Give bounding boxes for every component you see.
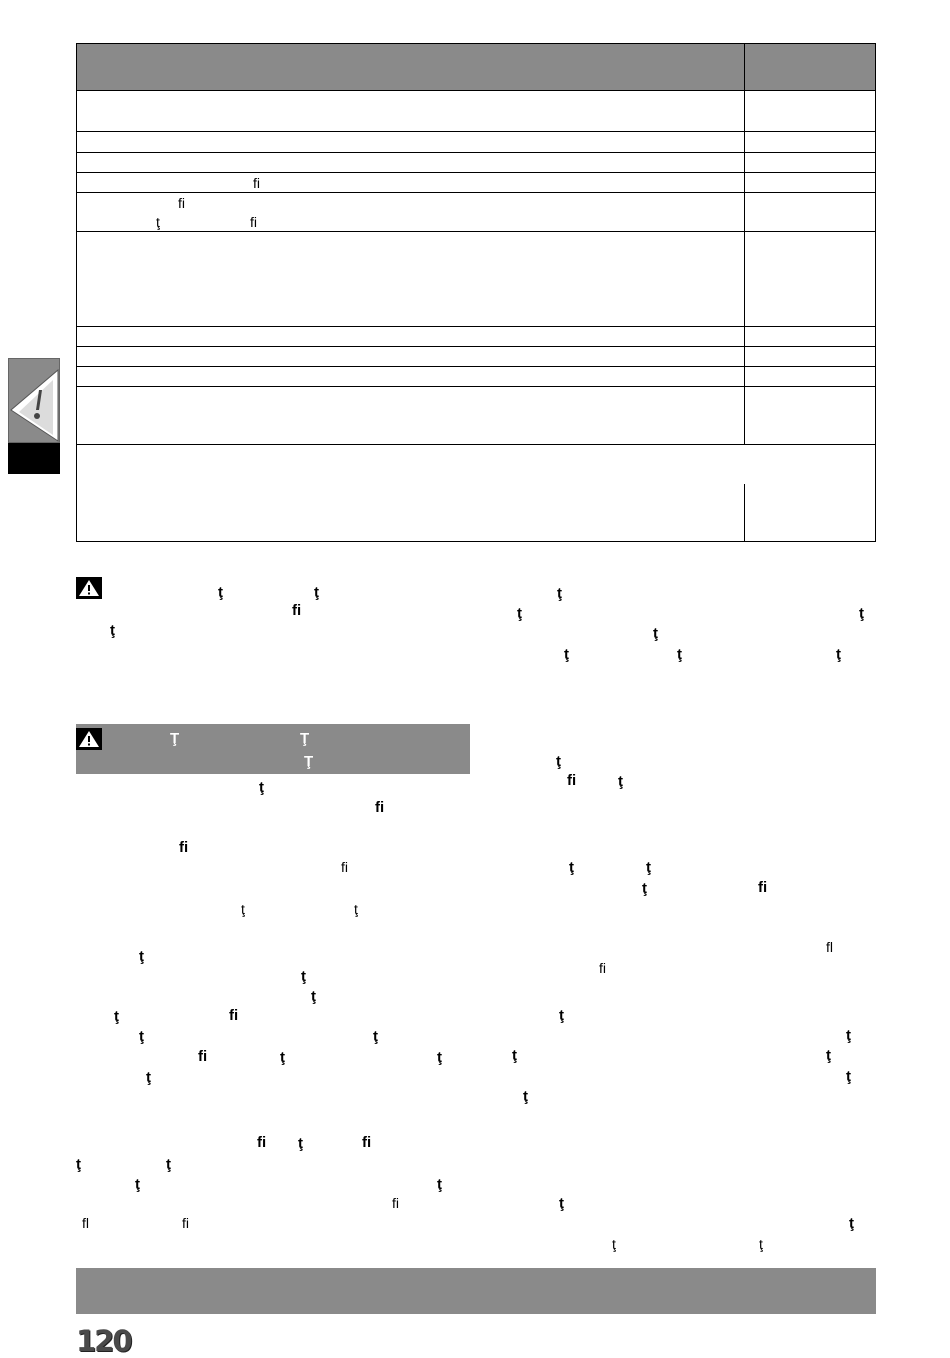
text-glyph: ţ <box>846 1027 851 1044</box>
text-glyph: ţ <box>759 1236 763 1252</box>
text-glyph: ţ <box>314 584 319 601</box>
text-glyph: ţ <box>146 1069 151 1086</box>
text-glyph: ţ <box>301 968 306 985</box>
text-glyph: ţ <box>139 948 144 965</box>
text-glyph: ﬁ <box>341 859 348 875</box>
text-glyph: ﬁ <box>392 1195 399 1211</box>
column-divider <box>744 44 745 444</box>
text-glyph: ﬁ <box>599 960 606 976</box>
text-glyph: ţ <box>135 1176 140 1193</box>
text-glyph: ţ <box>557 585 562 602</box>
text-glyph: ţ <box>642 880 647 897</box>
heading-glyph: Ţ <box>304 753 314 770</box>
table-cell-glyph: ﬁ <box>250 214 257 230</box>
table-cell-glyph: ţ <box>156 214 160 230</box>
column-divider <box>744 484 745 541</box>
text-glyph: ţ <box>559 1195 564 1212</box>
table-row-divider <box>77 231 875 232</box>
text-glyph: ţ <box>114 1008 119 1025</box>
side-warning-tab <box>8 358 60 474</box>
text-glyph: ţ <box>556 753 561 770</box>
text-glyph: ţ <box>166 1156 171 1173</box>
table-row-divider <box>77 172 875 173</box>
spec-table-header <box>77 44 875 91</box>
text-glyph: ﬁ <box>375 799 385 816</box>
text-glyph: ﬁ <box>567 772 577 789</box>
text-glyph: ţ <box>564 646 569 663</box>
text-glyph: ﬁ <box>362 1134 372 1151</box>
text-glyph: ţ <box>569 859 574 876</box>
side-tab-footer <box>8 443 60 474</box>
text-glyph: ţ <box>298 1135 303 1152</box>
text-glyph: ţ <box>523 1088 528 1105</box>
text-glyph: ţ <box>373 1028 378 1045</box>
text-glyph: ţ <box>849 1215 854 1232</box>
footer-bar <box>76 1268 876 1314</box>
text-glyph: ţ <box>218 584 223 601</box>
text-glyph: ţ <box>110 622 115 639</box>
spec-table <box>76 43 876 542</box>
text-glyph: ţ <box>259 779 264 796</box>
table-row-divider <box>77 152 875 153</box>
text-glyph: ﬁ <box>292 602 302 619</box>
text-glyph: ţ <box>826 1047 831 1064</box>
text-glyph: ţ <box>311 988 316 1005</box>
text-glyph: ţ <box>512 1047 517 1064</box>
table-row-divider <box>77 326 875 327</box>
table-cell-glyph: ﬁ <box>178 195 185 211</box>
warning-heading-bar <box>76 724 470 774</box>
text-glyph: ţ <box>437 1176 442 1193</box>
warning-triangle-icon <box>76 577 102 599</box>
text-glyph: ţ <box>859 605 864 622</box>
text-glyph: ţ <box>646 859 651 876</box>
text-glyph: ﬁ <box>182 1215 189 1231</box>
text-glyph: ﬁ <box>179 839 189 856</box>
table-row-divider <box>77 346 875 347</box>
table-row-divider <box>77 386 875 387</box>
warning-triangle-icon <box>8 358 60 443</box>
warning-triangle-icon <box>76 728 102 750</box>
text-glyph: ţ <box>677 646 682 663</box>
table-row-divider <box>77 192 875 193</box>
heading-glyph: Ţ <box>300 730 310 747</box>
text-glyph: ţ <box>517 605 522 622</box>
page-number: 120 <box>76 1324 131 1358</box>
text-glyph: ţ <box>280 1049 285 1066</box>
table-row-divider <box>77 366 875 367</box>
table-cell-glyph: ﬁ <box>253 175 260 191</box>
table-row-divider <box>77 444 875 445</box>
text-glyph: ﬁ <box>257 1134 267 1151</box>
text-glyph: ﬂ <box>826 939 833 955</box>
text-glyph: ţ <box>437 1049 442 1066</box>
text-glyph: ţ <box>241 901 245 917</box>
text-glyph: ţ <box>836 646 841 663</box>
text-glyph: ﬁ <box>229 1007 239 1024</box>
text-glyph: ﬁ <box>758 879 768 896</box>
text-glyph: ţ <box>354 901 358 917</box>
text-glyph: ﬂ <box>82 1215 89 1231</box>
text-glyph: ţ <box>612 1236 616 1252</box>
text-glyph: ţ <box>76 1156 81 1173</box>
text-glyph: ţ <box>139 1028 144 1045</box>
text-glyph: ﬁ <box>198 1048 208 1065</box>
heading-glyph: Ţ <box>170 730 180 747</box>
text-glyph: ţ <box>618 773 623 790</box>
table-row-divider <box>77 131 875 132</box>
text-glyph: ţ <box>653 625 658 642</box>
text-glyph: ţ <box>559 1007 564 1024</box>
text-glyph: ţ <box>846 1068 851 1085</box>
